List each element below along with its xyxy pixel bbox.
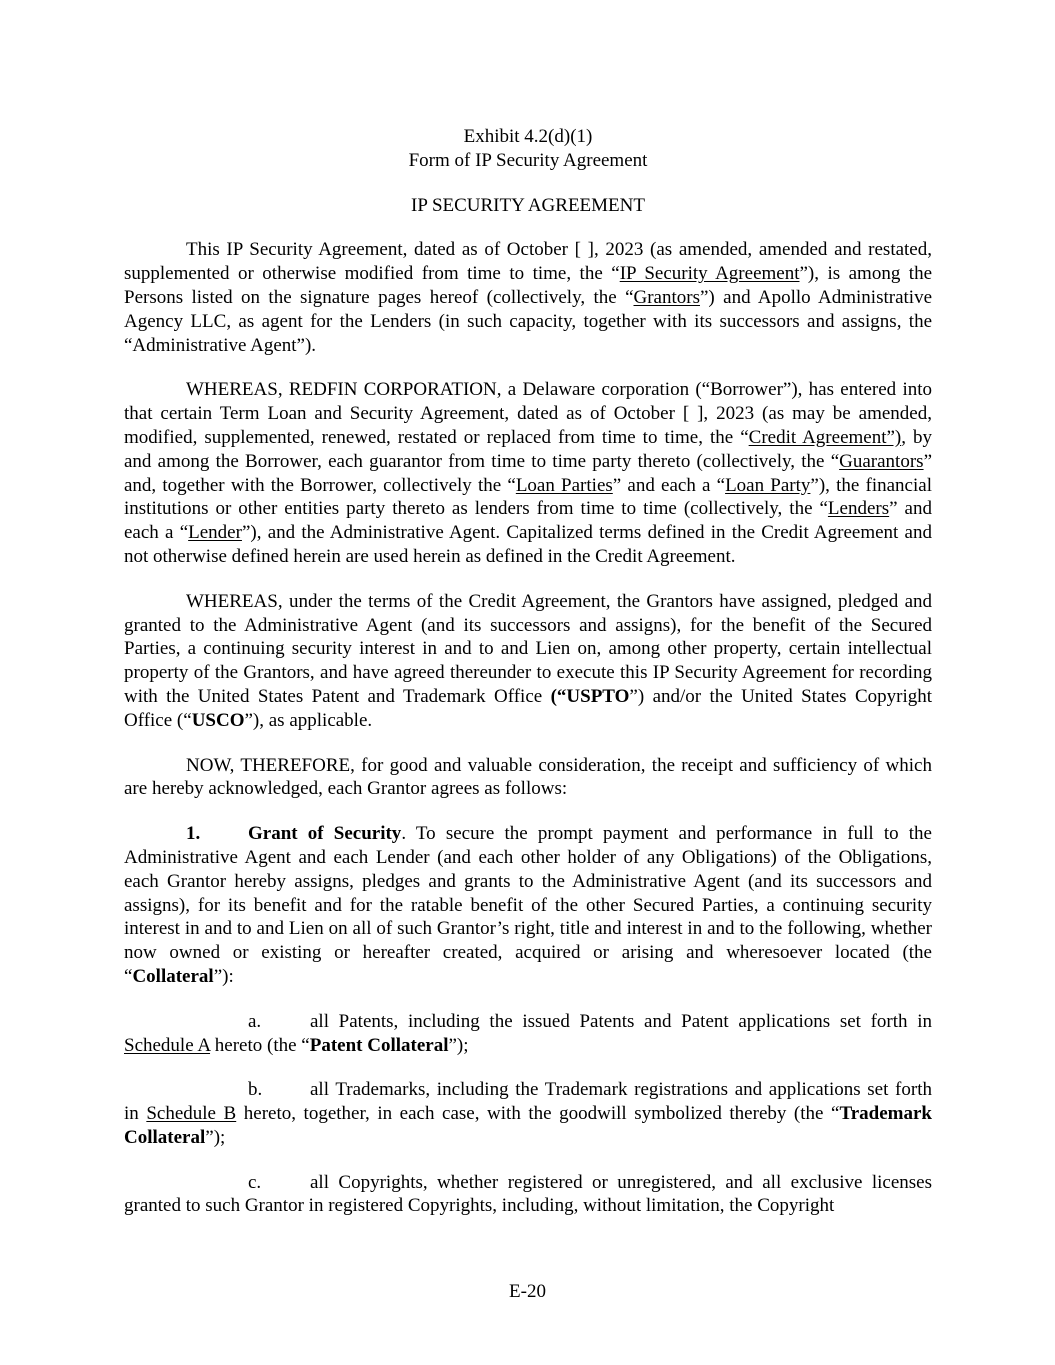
- defined-term-loan-party: Loan Party: [725, 474, 811, 496]
- intro-paragraph: This IP Security Agreement, dated as of October [ ], 2023 (as amended, amended and restated, supplemented or otherwise modified from time to time, the “IP Security Agreement”), is among the Persons listed on the signature pages hereof (collectively, the “Grantors”) and Apollo Administrative Agency LLC, as agent for the Lenders (in such capacity, together with its successors and assigns, the “Administrative Agent”).: [124, 239, 933, 356]
- defined-term-lender: Lender: [188, 522, 242, 544]
- defined-term-loan-parties: Loan Parties: [515, 474, 613, 496]
- section-number: 1.: [186, 823, 201, 845]
- clause-letter: c.: [248, 1171, 262, 1193]
- clause-letter: a.: [248, 1010, 262, 1032]
- now-therefore-paragraph: NOW, THEREFORE, for good and valuable consideration, the receipt and sufficiency of which are hereby acknowledged, each Grantor agrees as follows:: [124, 754, 932, 800]
- whereas-paragraph-2: WHEREAS, under the terms of the Credit Agreement, the Grantors have assigned, pledged and granted to the Administrative Agent (and its successors and assigns), for the benefit of the Secured Parties, a continuing security interest in and to and Lien on, among other property, certain intellectual property of the Grantors, and have agreed thereunder to execute this IP Security Agreement for recording with the United States Patent and Trademark Office (“USPTO”) and/or the United States Copyright Office (“USCO”), as applicable.: [124, 590, 932, 731]
- defined-term-uspto: USPTO: [566, 685, 630, 707]
- whereas-paragraph-1: WHEREAS, REDFIN CORPORATION, a Delaware corporation (“Borrower”), has entered into that certain Term Loan and Security Agreement, dated as of October [ ], 2023 (as may be amended, modified, supplemented, renewed, restated or replaced from time to time, the “Credit Agreement”), by and among the Borrower, each guarantor from time to time party thereto (collectively, the “Guarantors” and, together with the Borrower, collectively the “Loan Parties” and each a “Loan Party”), the financial institutions or other entities party thereto as lenders from time to time (collectively, the “Lenders” and each a “Lender”), and the Administrative Agent. Capitalized terms defined in the Credit Agreement and not otherwise defined herein are used herein as defined in the Credit Agreement.: [124, 379, 933, 567]
- page-number: E-20: [509, 1281, 546, 1302]
- defined-term-lenders: Lenders: [827, 498, 890, 520]
- exhibit-label: Exhibit 4.2(d)(1): [463, 126, 593, 147]
- section-heading: Grant of Security: [248, 823, 402, 845]
- defined-term-collateral: Collateral: [132, 965, 214, 987]
- defined-term-credit-agreement: Credit Agreement”): [748, 426, 902, 448]
- document-page: [124, 125, 932, 1218]
- clause-c-copyrights: c. all Copyrights, whether registered or unregistered, and all exclusive licenses granted to such Grantor in registered Copyrights, including, without limitation, the Copyright: [124, 1171, 932, 1217]
- document-title: IP SECURITY AGREEMENT: [411, 194, 645, 216]
- defined-term-usco: USCO: [191, 709, 245, 731]
- clause-letter: b.: [248, 1079, 263, 1101]
- defined-term-patent-collateral: Patent Collateral: [309, 1034, 449, 1056]
- defined-term-guarantors: Guarantors: [839, 450, 924, 472]
- clause-b-trademarks: b. all Trademarks, including the Trademark registrations and applications set forth in Schedule B hereto, together, in each case, with the goodwill symbolized thereby (the “Trademark Collateral”);: [124, 1079, 932, 1148]
- defined-term-grantors: Grantors: [633, 286, 700, 308]
- defined-term-trademark-collateral: Trademark Collateral: [124, 1103, 932, 1148]
- section-1-grant-of-security: 1. Grant of Security. To secure the prompt payment and performance in full to the Administrative Agent and each Lender (and each other holder of any Obligations) of the Obligations, each Grantor hereby assigns, pledges and grants to the Administrative Agent (and its successors and assigns), for its benefit and for the ratable benefit of the other Secured Parties, a continuing security interest in and to and Lien on all of such Grantor’s right, title and interest in and to the following, whether now owned or existing or hereafter created, acquired or arising and wheresoever located (the “Collateral”):: [124, 823, 932, 987]
- defined-term-ip-security-agreement: IP Security Agreement: [619, 263, 800, 285]
- schedule-b-reference: Schedule B: [146, 1103, 237, 1125]
- form-title: Form of IP Security Agreement: [408, 149, 648, 171]
- clause-a-patents: a. all Patents, including the issued Patents and Patent applications set forth in Schedule A hereto (the “Patent Collateral”);: [124, 1010, 932, 1056]
- schedule-a-reference: Schedule A: [124, 1034, 211, 1056]
